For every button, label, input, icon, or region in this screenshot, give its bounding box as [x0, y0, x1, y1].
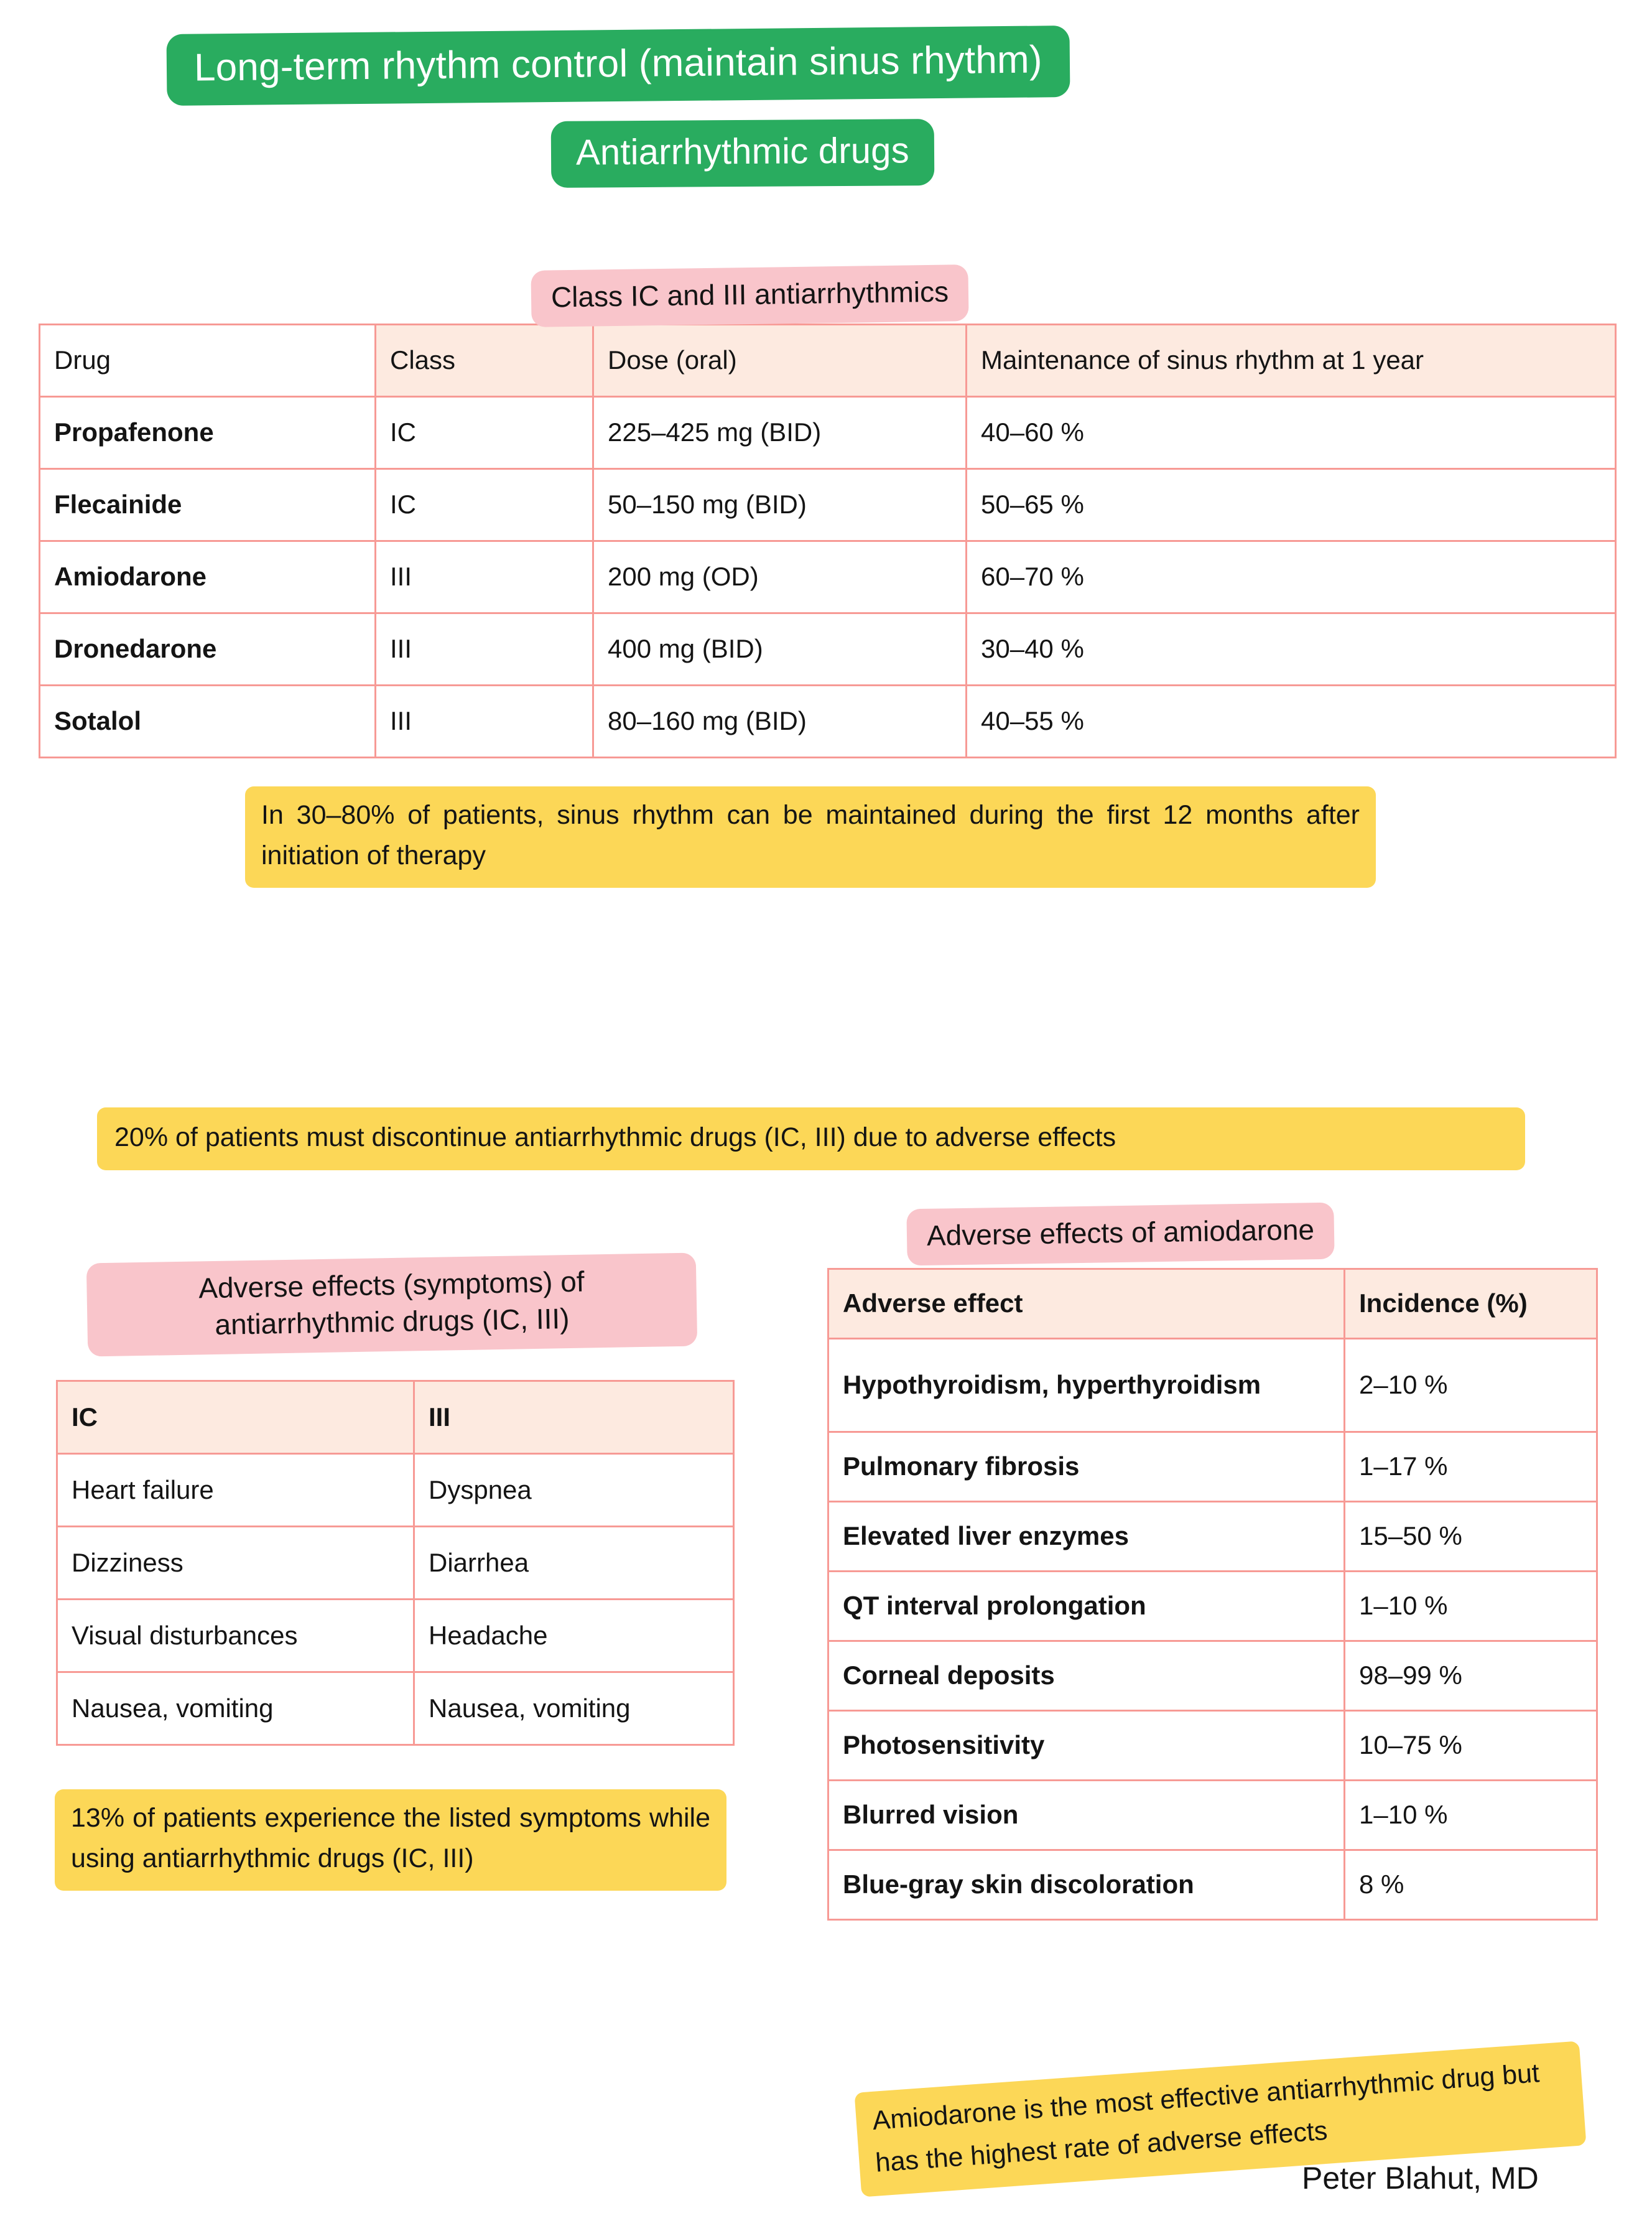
- cell-adverse-effect: Photosensitivity: [828, 1711, 1345, 1781]
- cell-adverse-effect: Elevated liver enzymes: [828, 1502, 1345, 1572]
- table-row: [828, 1502, 1597, 1572]
- cell-drug: Propafenone: [40, 397, 376, 469]
- cell-incidence: 98–99 %: [1345, 1641, 1597, 1711]
- cell-incidence: 2–10 %: [1345, 1339, 1597, 1432]
- cell-drug: Amiodarone: [40, 541, 376, 613]
- cell-incidence: 8 %: [1345, 1850, 1597, 1920]
- column-header-incidence: Incidence (%): [1345, 1269, 1597, 1339]
- cell-iii-symptom: Diarrhea: [414, 1527, 734, 1600]
- symptom-table-label: Adverse effects (symptoms) of antiarrhythmic drugs (IC, III): [86, 1252, 697, 1356]
- cell-ic-symptom: Heart failure: [57, 1454, 414, 1527]
- cell-adverse-effect: Hypothyroidism, hyperthyroidism: [828, 1339, 1345, 1432]
- table-header-row: [57, 1381, 734, 1454]
- table-row: [57, 1672, 734, 1745]
- table-row: [828, 1432, 1597, 1502]
- antiarrhythmic-symptoms-table: [56, 1380, 735, 1746]
- table-row: [57, 1527, 734, 1600]
- column-header-adverse-effect: Adverse effect: [828, 1269, 1345, 1339]
- callout-discontinue-rate: 20% of patients must discontinue antiarrhythmic drugs (IC, III) due to adverse effects: [97, 1107, 1525, 1170]
- cell-drug: Sotalol: [40, 686, 376, 758]
- table-row: [828, 1339, 1597, 1432]
- table-header-row: [828, 1269, 1597, 1339]
- cell-class: IC: [376, 469, 593, 541]
- cell-ic-symptom: Nausea, vomiting: [57, 1672, 414, 1745]
- cell-maintenance: 60–70 %: [967, 541, 1616, 613]
- author-signature: Peter Blahut, MD: [1302, 2161, 1539, 2196]
- cell-incidence: 1–17 %: [1345, 1432, 1597, 1502]
- column-header-drug: Drug: [40, 325, 376, 397]
- amiodarone-adverse-effects-table: [827, 1268, 1598, 1921]
- table-row: [40, 613, 1616, 686]
- cell-adverse-effect: Blurred vision: [828, 1781, 1345, 1850]
- table-row: [57, 1454, 734, 1527]
- cell-dose: 80–160 mg (BID): [593, 686, 967, 758]
- table-row: [828, 1781, 1597, 1850]
- table-row: [40, 541, 1616, 613]
- table-row: [828, 1850, 1597, 1920]
- cell-incidence: 15–50 %: [1345, 1502, 1597, 1572]
- cell-maintenance: 40–60 %: [967, 397, 1616, 469]
- cell-ic-symptom: Visual disturbances: [57, 1600, 414, 1672]
- cell-dose: 50–150 mg (BID): [593, 469, 967, 541]
- page-title-main: Long-term rhythm control (maintain sinus rhythm): [166, 26, 1070, 106]
- cell-incidence: 1–10 %: [1345, 1572, 1597, 1641]
- cell-adverse-effect: Pulmonary fibrosis: [828, 1432, 1345, 1502]
- cell-maintenance: 30–40 %: [967, 613, 1616, 686]
- cell-iii-symptom: Nausea, vomiting: [414, 1672, 734, 1745]
- table-row: [828, 1572, 1597, 1641]
- cell-drug: Dronedarone: [40, 613, 376, 686]
- callout-sinus-rhythm: In 30–80% of patients, sinus rhythm can be maintained during the first 12 months after initiation of therapy: [245, 786, 1376, 888]
- table-header-row: [40, 325, 1616, 397]
- column-header-dose: Dose (oral): [593, 325, 967, 397]
- table-row: [40, 469, 1616, 541]
- cell-maintenance: 40–55 %: [967, 686, 1616, 758]
- table-row: [828, 1711, 1597, 1781]
- cell-maintenance: 50–65 %: [967, 469, 1616, 541]
- cell-class: III: [376, 613, 593, 686]
- cell-ic-symptom: Dizziness: [57, 1527, 414, 1600]
- column-header-ic: IC: [57, 1381, 414, 1454]
- cell-adverse-effect: Corneal deposits: [828, 1641, 1345, 1711]
- cell-dose: 225–425 mg (BID): [593, 397, 967, 469]
- column-header-maintenance: Maintenance of sinus rhythm at 1 year: [967, 325, 1616, 397]
- cell-class: IC: [376, 397, 593, 469]
- cell-adverse-effect: Blue-gray skin discoloration: [828, 1850, 1345, 1920]
- cell-iii-symptom: Dyspnea: [414, 1454, 734, 1527]
- cell-drug: Flecainide: [40, 469, 376, 541]
- cell-iii-symptom: Headache: [414, 1600, 734, 1672]
- callout-amiodarone-effectiveness: Amiodarone is the most effective antiarrhythmic drug but has the highest rate of adverse effects: [854, 2041, 1586, 2197]
- table-row: [57, 1600, 734, 1672]
- page-title-sub: Antiarrhythmic drugs: [551, 119, 934, 187]
- table-row: [828, 1641, 1597, 1711]
- cell-incidence: 1–10 %: [1345, 1781, 1597, 1850]
- column-header-class: Class: [376, 325, 593, 397]
- class-ic-iii-antiarrhythmics-table: [39, 324, 1617, 758]
- callout-symptom-rate: 13% of patients experience the listed symptoms while using antiarrhythmic drugs (IC, III): [55, 1789, 726, 1891]
- cell-class: III: [376, 541, 593, 613]
- amiodarone-table-label: Adverse effects of amiodarone: [906, 1203, 1334, 1266]
- cell-class: III: [376, 686, 593, 758]
- table-row: [40, 397, 1616, 469]
- cell-dose: 200 mg (OD): [593, 541, 967, 613]
- table-row: [40, 686, 1616, 758]
- cell-dose: 400 mg (BID): [593, 613, 967, 686]
- drug-table-label: Class IC and III antiarrhythmics: [531, 264, 968, 327]
- column-header-iii: III: [414, 1381, 734, 1454]
- cell-adverse-effect: QT interval prolongation: [828, 1572, 1345, 1641]
- cell-incidence: 10–75 %: [1345, 1711, 1597, 1781]
